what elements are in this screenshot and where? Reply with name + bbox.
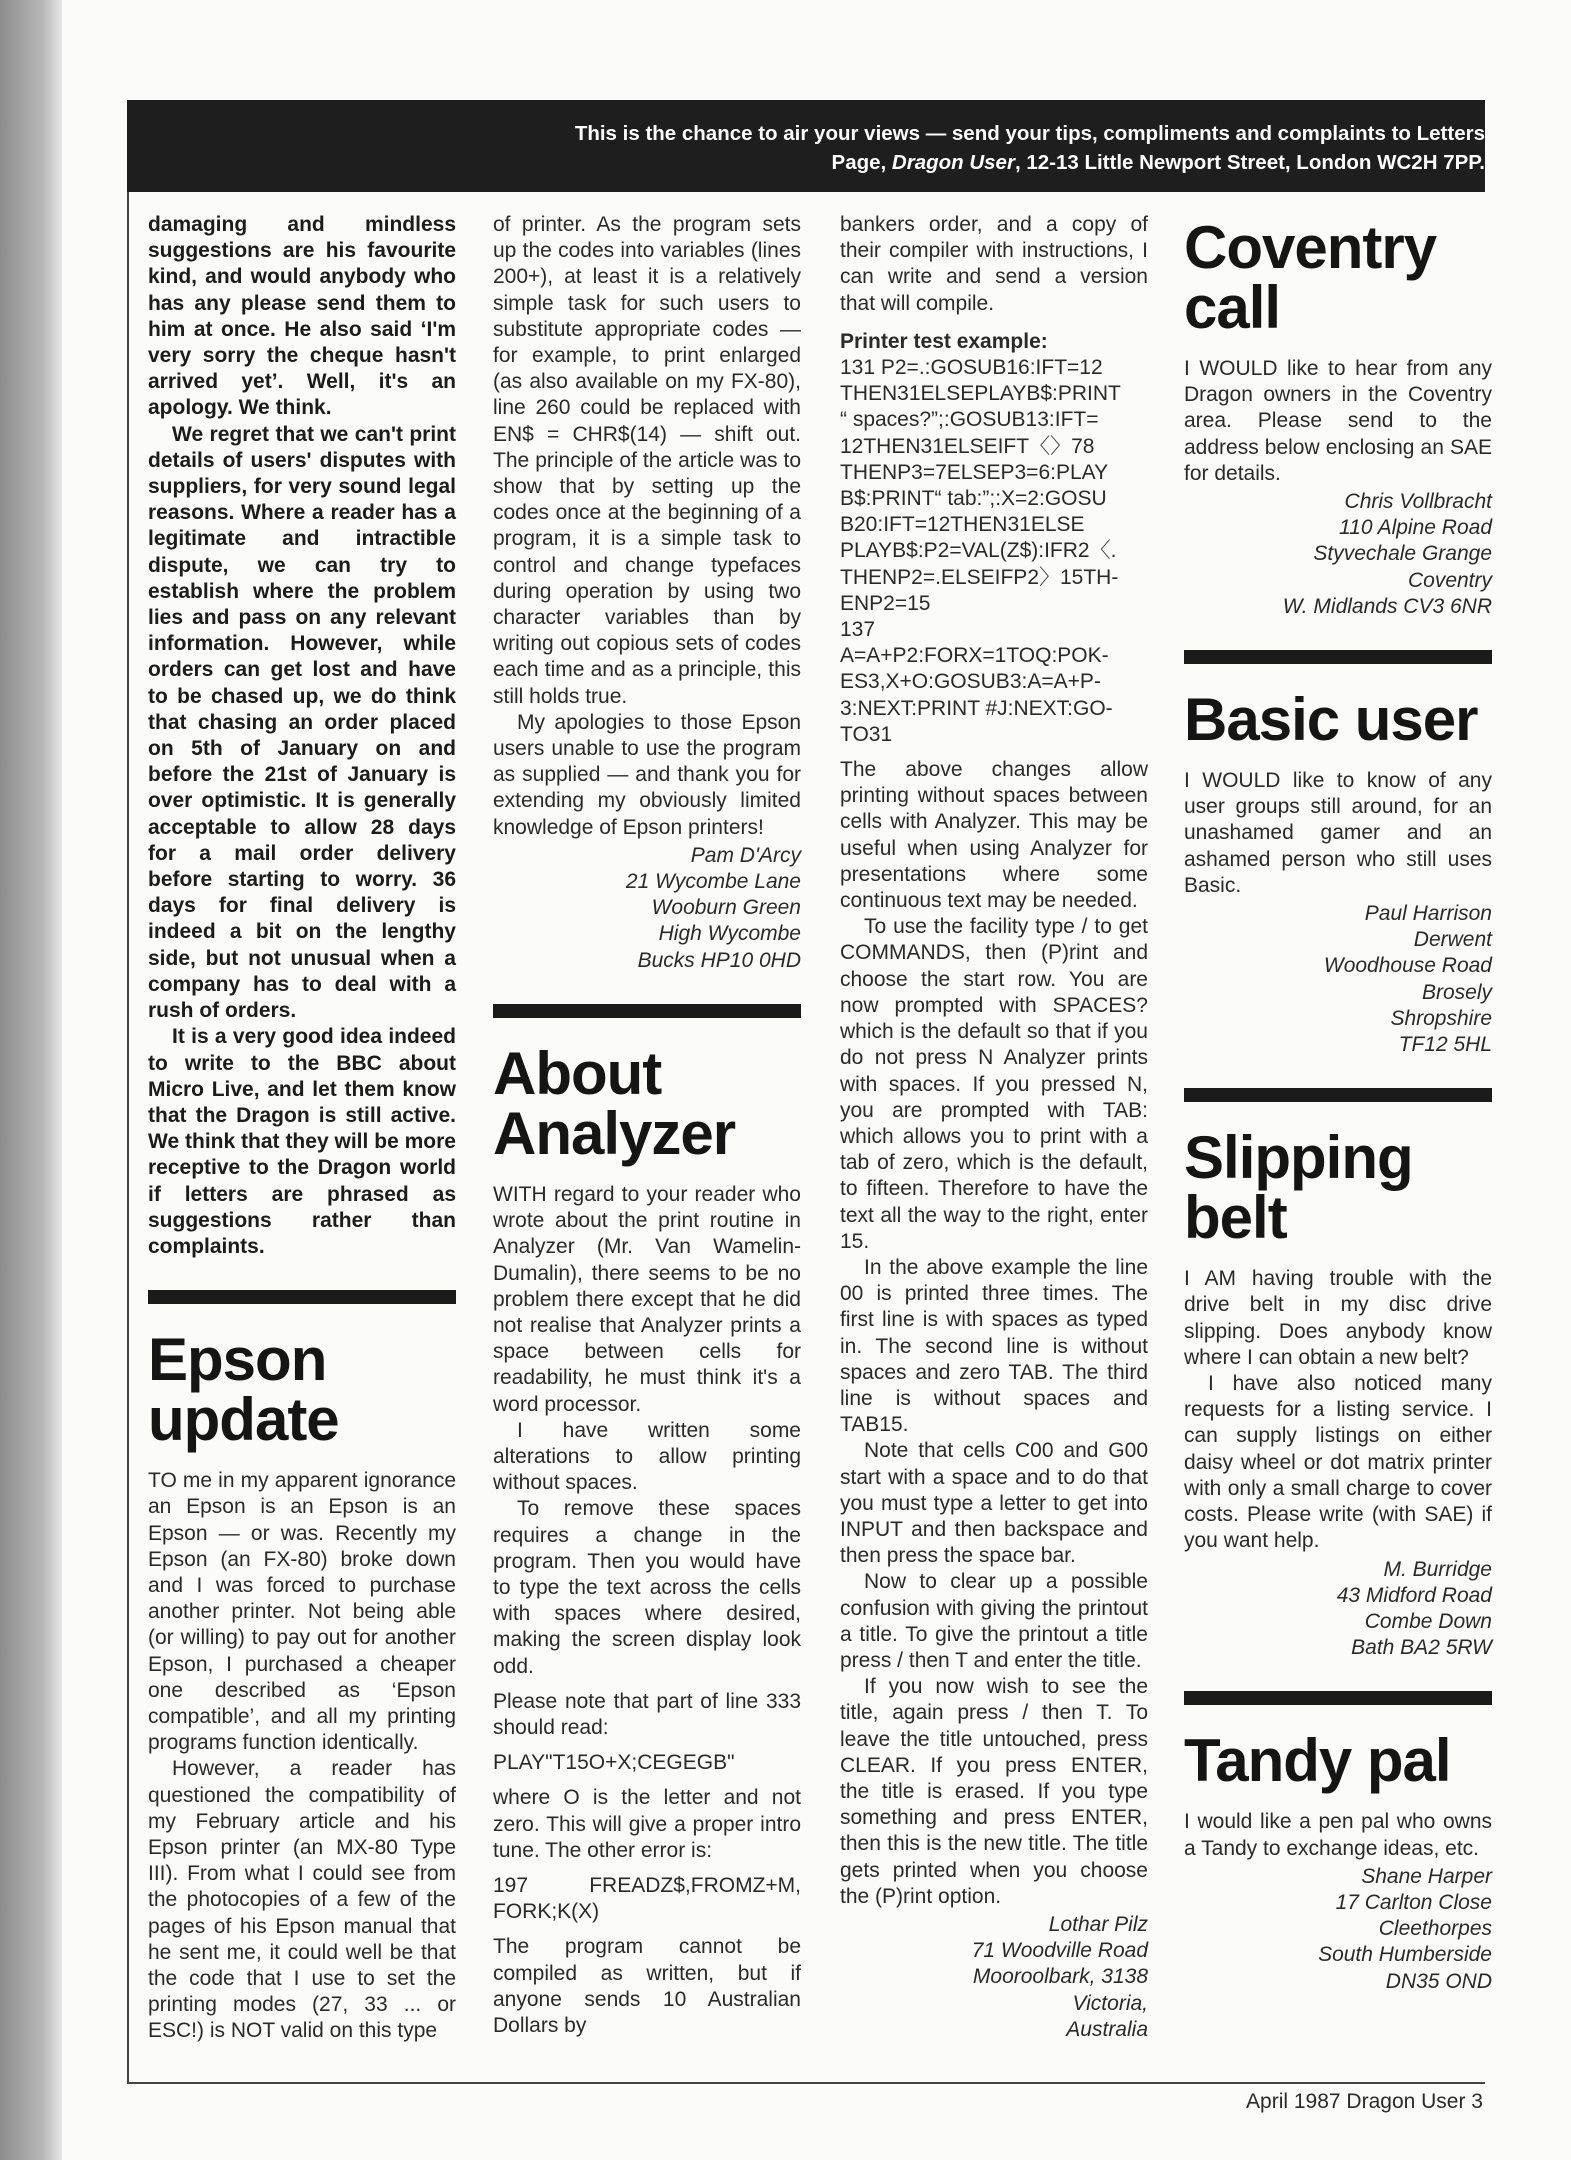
- code-line: THENP3=7ELSEP3=6:PLAY: [840, 460, 1109, 484]
- body-paragraph: PLAY"T15O+X;CEGEGB": [493, 1751, 735, 1775]
- address-line: Bath BA2 5RW: [1351, 1636, 1492, 1660]
- body-paragraph: I AM having trouble with the drive belt in my disc drive slipping. Does anybody know where I can obtain a new belt?: [1184, 1267, 1492, 1369]
- letter-heading: Coventry call: [1184, 214, 1437, 341]
- body-paragraph: I would like a pen pal who owns a Tandy to exchange ideas, etc.: [1184, 1810, 1492, 1860]
- code-line: THEN31ELSEPLAYB$:PRINT: [840, 382, 1121, 406]
- address-line: 43 Midford Road: [1336, 1583, 1492, 1607]
- banner-address: , 12-13 Little Newport Street, London WC2H 7PP.: [1014, 151, 1485, 174]
- code-line: B20:IFT=12THEN31ELSE: [840, 513, 1085, 537]
- code-line: ENP2=15: [840, 591, 931, 615]
- address-line: Derwent: [1413, 928, 1492, 952]
- signature-block: [493, 843, 801, 974]
- address-line: Woodhouse Road: [1323, 954, 1492, 978]
- address-line: 21 Wycombe Lane: [625, 870, 801, 894]
- letter-heading: About Analyzer: [493, 1039, 736, 1167]
- body-paragraph: TO me in my apparent ignorance an Epson is an Epson is an Epson — or was. Recently my Epson (an FX-80) broke down and I was forced to purchase another printer. Not being able (or willing) to pay out for another Epson, I purchased a cheaper one described as ‘Epson compatible’, and all my printing programs function identically.: [148, 1469, 456, 1755]
- editor-reply-paragraph: We regret that we can't print details of users' disputes with suppliers, for very sound legal reasons. Where a reader has a legitimate and intractible dispute, we can try to establish where the problem lies and pass on any relevant information. However, while orders can get lost and have to be chased up, we do think that chasing an order placed on 5th of January on and before the 21st of January is over optimistic. It is generally acceptable to allow 28 days for a mail order delivery before starting to worry. 36 days for final delivery is indeed a bit on the lengthy side, but not unusual when a company has to deal with a rush of orders.: [148, 422, 456, 1023]
- section-divider: [148, 1290, 456, 1304]
- address-line: Victoria,: [1072, 1991, 1148, 2015]
- address-line: 110 Alpine Road: [1339, 516, 1492, 540]
- address-line: Australia: [1066, 2017, 1148, 2041]
- body-paragraph: bankers order, and a copy of their compiler with instructions, I can write and send a version that will compile.: [840, 213, 1148, 315]
- author-name: Paul Harrison: [1364, 902, 1492, 926]
- signature-block: [1184, 901, 1492, 1058]
- author-name: Chris Vollbracht: [1344, 490, 1492, 514]
- banner-line-1: This is the chance to air your views — send your tips, compliments and complaints to Letters: [574, 122, 1485, 145]
- address-line: TF12 5HL: [1398, 1033, 1492, 1057]
- address-line: Mooroolbark, 3138: [972, 1965, 1148, 1989]
- column-1: [148, 212, 456, 2045]
- address-line: Bucks HP10 0HD: [637, 948, 801, 972]
- code-line: ES3,X+O:GOSUB3:A=A+P-: [840, 670, 1101, 694]
- address-line: Styvechale Grange: [1313, 542, 1492, 566]
- address-line: Wooburn Green: [651, 896, 801, 920]
- page-footer: April 1987 Dragon User 3: [1246, 2090, 1483, 2113]
- section-divider: [493, 1004, 801, 1018]
- letter-heading: Tandy pal: [1184, 1727, 1451, 1795]
- body-paragraph: of printer. As the program sets up the codes into variables (lines 200+), at least it is a relatively simple task for such users to substitute appropriate codes — for example, to print enlarged (as also available on my FX-80), line 260 could be replaced with EN$ = CHR$(14) — shift out. The principle of the article was to show that by setting up the codes once at the beginning of a program, it is a simple task to control and change typefaces during operation by using two character variables than by writing out copious sets of codes each time and as a principle, this still holds true.: [493, 213, 801, 708]
- code-line: TO31: [840, 722, 893, 746]
- section-divider: [1184, 650, 1492, 664]
- address-line: Coventry: [1407, 568, 1492, 592]
- address-line: Combe Down: [1364, 1609, 1492, 1633]
- body-paragraph: I WOULD like to know of any user groups still around, for an unashamed gamer and an ashamed person who still uses Basic.: [1184, 769, 1492, 897]
- signature-block: [1184, 1864, 1492, 1995]
- address-line: 71 Woodville Road: [971, 1939, 1148, 1963]
- banner-line-2: [475, 148, 1485, 177]
- column-3: [840, 212, 1148, 2043]
- signature-block: [1184, 489, 1492, 620]
- code-listing: [840, 355, 1148, 748]
- body-paragraph: I have written some alterations to allow printing without spaces.: [493, 1418, 801, 1495]
- address-line: DN35 OND: [1385, 1969, 1492, 1993]
- banner-text: Page,: [831, 151, 892, 174]
- body-paragraph: The above changes allow printing without spaces between cells with Analyzer. This may be useful when using Analyzer for presentations where some continuous text may be needed.: [840, 758, 1148, 913]
- magazine-name: Dragon User: [891, 151, 1015, 174]
- address-line: 17 Carlton Close: [1335, 1890, 1492, 1914]
- author-name: Pam D'Arcy: [690, 843, 801, 867]
- editor-reply-paragraph: It is a very good idea indeed to write to the BBC about Micro Live, and let them know that the Dragon is still active. We think that they will be more receptive to the Dragon world if letters are phrased as suggestions rather than complaints.: [148, 1025, 456, 1258]
- letters-banner: [127, 100, 1485, 192]
- code-line: PLAYB$:P2=VAL(Z$):IFR2〈.: [840, 539, 1117, 563]
- address-line: High Wycombe: [658, 922, 801, 946]
- body-paragraph: To remove these spaces requires a change in the program. Then you would have to type the text across the cells with spaces where desired, making the screen display look odd.: [493, 1497, 801, 1678]
- address-line: W. Midlands CV3 6NR: [1282, 594, 1492, 618]
- letter-heading: Epson update: [148, 1326, 339, 1454]
- body-paragraph: To use the facility type / to get COMMANDS, then (P)rint and choose the start row. You are now prompted with SPACES? which is the default so that if you do not press N Analyzer prints with spaces. If you pressed N, you are prompted with TAB: which allows you to print with a tab of zero, which is the default, to fifteen. Therefore to have the text all the way to the right, enter 15.: [840, 915, 1148, 1253]
- author-name: Lothar Pilz: [1048, 1913, 1148, 1936]
- code-line: A=A+P2:FORX=1TOQ:POK-: [840, 644, 1109, 668]
- signature-block: [840, 1912, 1148, 2043]
- body-paragraph: However, a reader has questioned the compatibility of my February article and his Epson printer (an MX-80 Type III). From what I could see from the photocopies of a few of the pages of his Epson manual that he sent me, it could well be that the code that I use to set the printing modes (27, 33 ... or ESC!) is NOT valid on this type: [148, 1757, 456, 2043]
- body-paragraph: Please note that part of line 333 should read:: [493, 1689, 801, 1739]
- address-line: Brosely: [1421, 980, 1492, 1004]
- code-line: B$:PRINT“ tab:”;:X=2:GOSU: [840, 487, 1107, 511]
- address-line: Cleethorpes: [1378, 1917, 1492, 1941]
- scan-edge: [0, 0, 62, 2160]
- address-line: South Humberside: [1318, 1943, 1492, 1967]
- body-paragraph: where O is the letter and not zero. This will give a proper intro tune. The other error is:: [493, 1786, 801, 1862]
- code-line: 12THEN31ELSEIFT〈〉78: [840, 434, 1095, 458]
- letter-heading: Slipping belt: [1184, 1124, 1413, 1252]
- section-divider: [1184, 1088, 1492, 1102]
- author-name: M. Burridge: [1383, 1557, 1492, 1581]
- body-paragraph: I WOULD like to hear from any Dragon owners in the Coventry area. Please send to the address below enclosing an SAE for details.: [1184, 357, 1492, 485]
- code-line: THENP2=.ELSEIFP2〉15TH-: [840, 565, 1119, 589]
- subheading: Printer test example:: [840, 329, 1048, 353]
- body-paragraph: In the above example the line 00 is printed three times. The first line is with spaces as typed in. The second line is without spaces and zero TAB. The third line is without spaces and TAB15.: [840, 1255, 1148, 1437]
- body-paragraph: The program cannot be compiled as written, but if anyone sends 10 Australian Dollars by: [493, 1935, 801, 2037]
- code-line: 131 P2=.:GOSUB16:IFT=12: [840, 356, 1103, 380]
- body-paragraph: Note that cells C00 and G00 start with a space and to do that you must type a letter to get into INPUT and then backspace and then press the space bar.: [840, 1439, 1148, 1568]
- column-4: [1184, 212, 1492, 1995]
- body-paragraph: I have also noticed many requests for a listing service. I can supply listings on either daisy wheel or dot matrix printer with only a small charge to cover costs. Please write (with SAE) if you want help.: [1184, 1372, 1492, 1553]
- code-line: 3:NEXT:PRINT #J:NEXT:GO-: [840, 696, 1113, 720]
- address-line: Shropshire: [1390, 1006, 1492, 1030]
- body-paragraph: Now to clear up a possible confusion with giving the printout a title. To give the printout a title press / then T and enter the title.: [840, 1570, 1148, 1672]
- section-divider: [1184, 1691, 1492, 1705]
- code-line: “ spaces?”;:GOSUB13:IFT=: [840, 408, 1099, 432]
- letter-heading: Basic user: [1184, 686, 1478, 754]
- body-paragraph: If you now wish to see the title, again press / then T. To leave the title untouched, press CLEAR. If you press ENTER, the title is erased. If you type something and press ENTER, then this is the new title. The title gets printed when you choose the (P)rint option.: [840, 1675, 1148, 1908]
- body-paragraph: 197 FREADZ$,FROMZ+M, FORK;K(X): [493, 1873, 801, 1924]
- body-paragraph: My apologies to those Epson users unable to use the program as supplied — and thank you for extending my obviously limited knowledge of Epson printers!: [493, 710, 801, 839]
- body-paragraph: WITH regard to your reader who wrote about the print routine in Analyzer (Mr. Van Wamelin-Dumalin), there seems to be no problem there except that he did not realise that Analyzer prints a space between cells for readability, he must think it's a word processor.: [493, 1182, 801, 1416]
- editor-reply-paragraph: damaging and mindless suggestions are his favourite kind, and would anybody who has any please send them to him at once. He also said ‘I'm very sorry the cheque hasn't arrived yet’. Well, it's an apology. We think.: [148, 213, 456, 420]
- signature-block: [1184, 1557, 1492, 1662]
- code-line: 137: [840, 618, 876, 642]
- column-2: [493, 212, 801, 2039]
- author-name: Shane Harper: [1361, 1864, 1492, 1888]
